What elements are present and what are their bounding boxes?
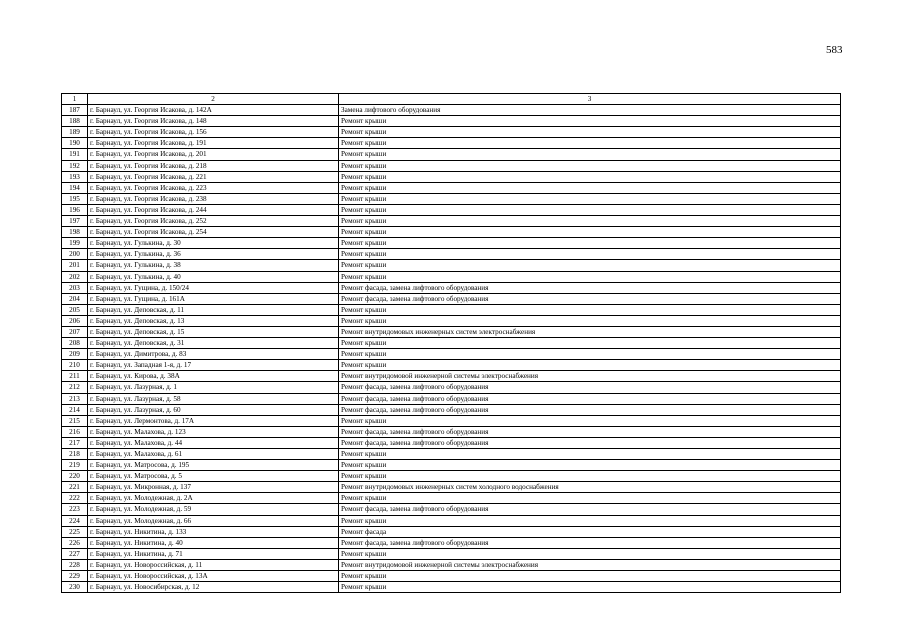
- row-work-cell: Ремонт фасада: [339, 526, 841, 537]
- row-address-cell: г. Барнаул, ул. Георгия Исакова, д. 223: [88, 182, 339, 193]
- row-work-cell: Ремонт крыши: [339, 160, 841, 171]
- row-address-cell: г. Барнаул, ул. Молодежная, д. 66: [88, 515, 339, 526]
- row-address-cell: г. Барнаул, ул. Новороссийская, д. 11: [88, 559, 339, 570]
- row-address-cell: г. Барнаул, ул. Микронная, д. 137: [88, 482, 339, 493]
- table-row: [62, 415, 841, 426]
- row-address-cell: г. Барнаул, ул. Кирова, д. 38А: [88, 371, 339, 382]
- row-number-cell: 202: [62, 271, 88, 282]
- row-address-cell: г. Барнаул, ул. Деповская, д. 15: [88, 326, 339, 337]
- row-address-cell: г. Барнаул, ул. Лазурная, д. 58: [88, 393, 339, 404]
- row-address-cell: г. Барнаул, ул. Малахова, д. 44: [88, 437, 339, 448]
- row-work-cell: Ремонт крыши: [339, 349, 841, 360]
- row-number-cell: 192: [62, 160, 88, 171]
- table-row: [62, 293, 841, 304]
- row-work-cell: Ремонт фасада, замена лифтового оборудования: [339, 293, 841, 304]
- row-number-cell: 190: [62, 138, 88, 149]
- row-work-cell: Ремонт крыши: [339, 171, 841, 182]
- row-address-cell: г. Барнаул, ул. Никитина, д. 71: [88, 548, 339, 559]
- row-number-cell: 210: [62, 360, 88, 371]
- table-row: [62, 116, 841, 127]
- row-number-cell: 220: [62, 471, 88, 482]
- row-address-cell: г. Барнаул, ул. Деповская, д. 13: [88, 315, 339, 326]
- row-number-cell: 194: [62, 182, 88, 193]
- header-col-address: 2: [88, 94, 339, 105]
- table-row: [62, 460, 841, 471]
- row-number-cell: 213: [62, 393, 88, 404]
- table-body: [62, 105, 841, 593]
- table-row: [62, 204, 841, 215]
- row-number-cell: 191: [62, 149, 88, 160]
- row-address-cell: г. Барнаул, ул. Гущина, д. 150/24: [88, 282, 339, 293]
- page-number: 583: [826, 44, 843, 56]
- row-work-cell: Ремонт крыши: [339, 260, 841, 271]
- row-work-cell: Ремонт крыши: [339, 449, 841, 460]
- row-work-cell: Ремонт крыши: [339, 138, 841, 149]
- row-number-cell: 225: [62, 526, 88, 537]
- row-address-cell: г. Барнаул, ул. Георгия Исакова, д. 254: [88, 227, 339, 238]
- row-number-cell: 217: [62, 437, 88, 448]
- row-address-cell: г. Барнаул, ул. Георгия Исакова, д. 201: [88, 149, 339, 160]
- table-row: [62, 338, 841, 349]
- row-work-cell: Ремонт внутридомовой инженерной системы электроснабжения: [339, 559, 841, 570]
- header-col-work: 3: [339, 94, 841, 105]
- row-work-cell: Ремонт крыши: [339, 238, 841, 249]
- row-work-cell: Ремонт крыши: [339, 548, 841, 559]
- row-work-cell: Ремонт крыши: [339, 415, 841, 426]
- row-address-cell: г. Барнаул, ул. Деповская, д. 31: [88, 338, 339, 349]
- row-number-cell: 205: [62, 304, 88, 315]
- row-work-cell: Ремонт крыши: [339, 515, 841, 526]
- row-number-cell: 211: [62, 371, 88, 382]
- table-row: [62, 360, 841, 371]
- table-row: [62, 315, 841, 326]
- row-work-cell: Ремонт внутридомовых инженерных систем холодного водоснабжения: [339, 482, 841, 493]
- row-work-cell: Ремонт фасада, замена лифтового оборудования: [339, 404, 841, 415]
- table-row: [62, 326, 841, 337]
- row-address-cell: г. Барнаул, ул. Матросова, д. 195: [88, 460, 339, 471]
- row-work-cell: Ремонт крыши: [339, 304, 841, 315]
- table-row: [62, 105, 841, 116]
- table-row: [62, 227, 841, 238]
- table-row: [62, 404, 841, 415]
- row-address-cell: г. Барнаул, ул. Деповская, д. 11: [88, 304, 339, 315]
- table-row: [62, 393, 841, 404]
- row-address-cell: г. Барнаул, ул. Георгия Исакова, д. 142А: [88, 105, 339, 116]
- table-row: [62, 493, 841, 504]
- row-address-cell: г. Барнаул, ул. Малахова, д. 61: [88, 449, 339, 460]
- row-number-cell: 228: [62, 559, 88, 570]
- table-row: [62, 526, 841, 537]
- table-row: [62, 548, 841, 559]
- row-number-cell: 212: [62, 382, 88, 393]
- row-work-cell: Ремонт крыши: [339, 204, 841, 215]
- row-work-cell: Ремонт крыши: [339, 360, 841, 371]
- table-row: [62, 149, 841, 160]
- row-address-cell: г. Барнаул, ул. Гулькина, д. 40: [88, 271, 339, 282]
- row-number-cell: 229: [62, 571, 88, 582]
- row-work-cell: Ремонт крыши: [339, 271, 841, 282]
- table-row: [62, 515, 841, 526]
- row-address-cell: г. Барнаул, ул. Новосибирская, д. 12: [88, 582, 339, 593]
- table-row: [62, 238, 841, 249]
- row-number-cell: 222: [62, 493, 88, 504]
- row-work-cell: Ремонт фасада, замена лифтового оборудования: [339, 382, 841, 393]
- row-work-cell: Ремонт крыши: [339, 193, 841, 204]
- row-work-cell: Ремонт крыши: [339, 249, 841, 260]
- row-work-cell: Ремонт внутридомовых инженерных систем электроснабжения: [339, 326, 841, 337]
- row-number-cell: 193: [62, 171, 88, 182]
- row-work-cell: Ремонт крыши: [339, 493, 841, 504]
- row-address-cell: г. Барнаул, ул. Молодежная, д. 2А: [88, 493, 339, 504]
- row-work-cell: Ремонт крыши: [339, 338, 841, 349]
- row-address-cell: г. Барнаул, ул. Новороссийская, д. 13А: [88, 571, 339, 582]
- row-address-cell: г. Барнаул, ул. Лазурная, д. 60: [88, 404, 339, 415]
- row-work-cell: Ремонт фасада, замена лифтового оборудования: [339, 504, 841, 515]
- row-number-cell: 219: [62, 460, 88, 471]
- row-number-cell: 199: [62, 238, 88, 249]
- row-address-cell: г. Барнаул, ул. Матросова, д. 5: [88, 471, 339, 482]
- row-work-cell: Ремонт фасада, замена лифтового оборудования: [339, 426, 841, 437]
- row-number-cell: 188: [62, 116, 88, 127]
- header-col-number: 1: [62, 94, 88, 105]
- table-row: [62, 571, 841, 582]
- row-number-cell: 204: [62, 293, 88, 304]
- table-row: [62, 171, 841, 182]
- row-address-cell: г. Барнаул, ул. Георгия Исакова, д. 252: [88, 216, 339, 227]
- table-row: [62, 559, 841, 570]
- row-address-cell: г. Барнаул, ул. Лермонтова, д. 17А: [88, 415, 339, 426]
- row-work-cell: Ремонт крыши: [339, 471, 841, 482]
- table-row: [62, 138, 841, 149]
- row-work-cell: Ремонт внутридомовой инженерной системы электроснабжения: [339, 371, 841, 382]
- row-number-cell: 196: [62, 204, 88, 215]
- row-work-cell: Ремонт крыши: [339, 571, 841, 582]
- row-number-cell: 224: [62, 515, 88, 526]
- row-number-cell: 187: [62, 105, 88, 116]
- table-row: [62, 304, 841, 315]
- table-row: [62, 482, 841, 493]
- row-work-cell: Ремонт крыши: [339, 460, 841, 471]
- row-address-cell: г. Барнаул, ул. Георгия Исакова, д. 221: [88, 171, 339, 182]
- table-row: [62, 260, 841, 271]
- table-row: [62, 449, 841, 460]
- row-work-cell: Замена лифтового оборудования: [339, 105, 841, 116]
- row-address-cell: г. Барнаул, ул. Гулькина, д. 30: [88, 238, 339, 249]
- row-number-cell: 189: [62, 127, 88, 138]
- table-row: [62, 504, 841, 515]
- row-work-cell: Ремонт фасада, замена лифтового оборудования: [339, 393, 841, 404]
- row-work-cell: Ремонт крыши: [339, 315, 841, 326]
- row-number-cell: 221: [62, 482, 88, 493]
- row-address-cell: г. Барнаул, ул. Георгия Исакова, д. 244: [88, 204, 339, 215]
- row-address-cell: г. Барнаул, ул. Молодежная, д. 59: [88, 504, 339, 515]
- row-address-cell: г. Барнаул, ул. Лазурная, д. 1: [88, 382, 339, 393]
- table-row: [62, 282, 841, 293]
- row-number-cell: 201: [62, 260, 88, 271]
- row-address-cell: г. Барнаул, ул. Никитина, д. 40: [88, 537, 339, 548]
- row-work-cell: Ремонт крыши: [339, 227, 841, 238]
- row-work-cell: Ремонт фасада, замена лифтового оборудования: [339, 282, 841, 293]
- table-row: [62, 127, 841, 138]
- row-number-cell: 223: [62, 504, 88, 515]
- table-row: [62, 271, 841, 282]
- row-work-cell: Ремонт крыши: [339, 216, 841, 227]
- row-address-cell: г. Барнаул, ул. Георгия Исакова, д. 218: [88, 160, 339, 171]
- row-number-cell: 203: [62, 282, 88, 293]
- row-number-cell: 216: [62, 426, 88, 437]
- row-address-cell: г. Барнаул, ул. Гулькина, д. 38: [88, 260, 339, 271]
- row-address-cell: г. Барнаул, ул. Гулькина, д. 36: [88, 249, 339, 260]
- row-number-cell: 198: [62, 227, 88, 238]
- row-address-cell: г. Барнаул, ул. Западная 1-я, д. 17: [88, 360, 339, 371]
- row-work-cell: Ремонт крыши: [339, 582, 841, 593]
- table-row: [62, 382, 841, 393]
- table-row: [62, 582, 841, 593]
- table-row: [62, 349, 841, 360]
- row-number-cell: 207: [62, 326, 88, 337]
- row-work-cell: Ремонт крыши: [339, 149, 841, 160]
- table-row: [62, 471, 841, 482]
- row-work-cell: Ремонт фасада, замена лифтового оборудования: [339, 437, 841, 448]
- table-header-row: [62, 94, 841, 105]
- row-number-cell: 195: [62, 193, 88, 204]
- row-address-cell: г. Барнаул, ул. Димитрова, д. 83: [88, 349, 339, 360]
- table-row: [62, 160, 841, 171]
- row-work-cell: Ремонт крыши: [339, 127, 841, 138]
- row-address-cell: г. Барнаул, ул. Малахова, д. 123: [88, 426, 339, 437]
- table-row: [62, 182, 841, 193]
- row-work-cell: Ремонт фасада, замена лифтового оборудования: [339, 537, 841, 548]
- row-number-cell: 197: [62, 216, 88, 227]
- row-number-cell: 218: [62, 449, 88, 460]
- row-address-cell: г. Барнаул, ул. Георгия Исакова, д. 191: [88, 138, 339, 149]
- row-number-cell: 200: [62, 249, 88, 260]
- row-number-cell: 206: [62, 315, 88, 326]
- table-row: [62, 437, 841, 448]
- row-address-cell: г. Барнаул, ул. Георгия Исакова, д. 156: [88, 127, 339, 138]
- table-row: [62, 193, 841, 204]
- table-row: [62, 371, 841, 382]
- table-row: [62, 426, 841, 437]
- row-address-cell: г. Барнаул, ул. Гущина, д. 161А: [88, 293, 339, 304]
- row-address-cell: г. Барнаул, ул. Никитина, д. 133: [88, 526, 339, 537]
- row-number-cell: 209: [62, 349, 88, 360]
- row-number-cell: 215: [62, 415, 88, 426]
- table-row: [62, 537, 841, 548]
- row-address-cell: г. Барнаул, ул. Георгия Исакова, д. 238: [88, 193, 339, 204]
- works-table: [61, 93, 841, 593]
- row-work-cell: Ремонт крыши: [339, 116, 841, 127]
- table-row: [62, 249, 841, 260]
- row-work-cell: Ремонт крыши: [339, 182, 841, 193]
- row-number-cell: 227: [62, 548, 88, 559]
- row-number-cell: 226: [62, 537, 88, 548]
- row-number-cell: 230: [62, 582, 88, 593]
- row-number-cell: 214: [62, 404, 88, 415]
- row-number-cell: 208: [62, 338, 88, 349]
- row-address-cell: г. Барнаул, ул. Георгия Исакова, д. 148: [88, 116, 339, 127]
- table-row: [62, 216, 841, 227]
